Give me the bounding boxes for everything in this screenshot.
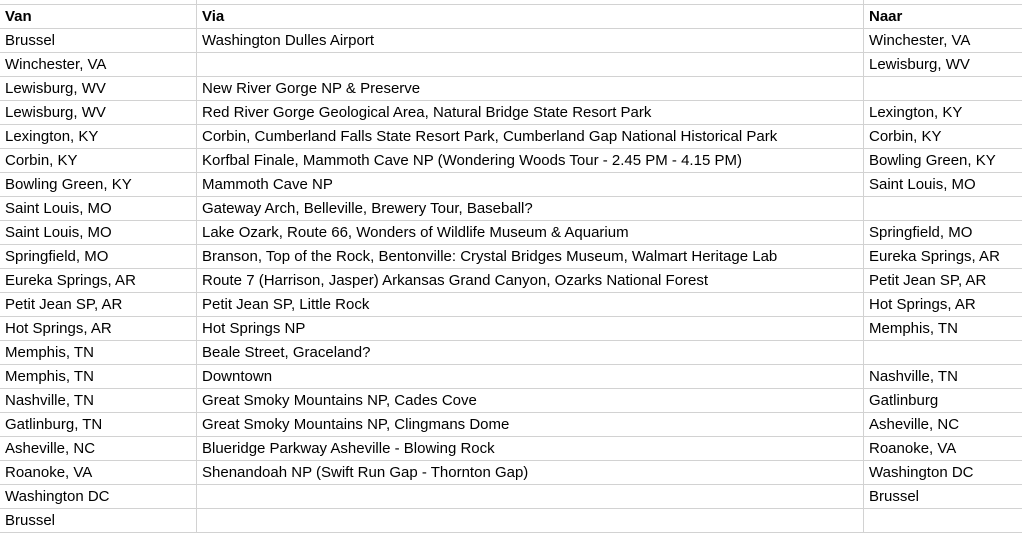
- table-row: [0, 221, 1022, 245]
- table-row: [0, 341, 1022, 365]
- table-row: [0, 197, 1022, 221]
- cell-via[interactable]: Lake Ozark, Route 66, Wonders of Wildlife Museum & Aquarium: [197, 221, 864, 245]
- table-row: [0, 437, 1022, 461]
- cell-via[interactable]: Downtown: [197, 365, 864, 389]
- cell-via[interactable]: [197, 509, 864, 533]
- cell-via[interactable]: Great Smoky Mountains NP, Clingmans Dome: [197, 413, 864, 437]
- cell-van[interactable]: Lewisburg, WV: [0, 77, 197, 101]
- table-row: [0, 461, 1022, 485]
- cell-via[interactable]: [197, 53, 864, 77]
- cell-naar[interactable]: Winchester, VA: [864, 29, 1022, 53]
- cell-van[interactable]: Winchester, VA: [0, 53, 197, 77]
- cell-van[interactable]: Saint Louis, MO: [0, 197, 197, 221]
- cell-via[interactable]: Great Smoky Mountains NP, Cades Cove: [197, 389, 864, 413]
- cell-via[interactable]: Korfbal Finale, Mammoth Cave NP (Wondering Woods Tour - 2.45 PM - 4.15 PM): [197, 149, 864, 173]
- cell-van[interactable]: Memphis, TN: [0, 341, 197, 365]
- cell-naar[interactable]: Petit Jean SP, AR: [864, 269, 1022, 293]
- cell-naar[interactable]: Corbin, KY: [864, 125, 1022, 149]
- cell-via[interactable]: Blueridge Parkway Asheville - Blowing Rock: [197, 437, 864, 461]
- table-row: [0, 29, 1022, 53]
- cell-via[interactable]: Gateway Arch, Belleville, Brewery Tour, Baseball?: [197, 197, 864, 221]
- cell-naar[interactable]: [864, 341, 1022, 365]
- cell-via[interactable]: Shenandoah NP (Swift Run Gap - Thornton Gap): [197, 461, 864, 485]
- cell-via[interactable]: Washington Dulles Airport: [197, 29, 864, 53]
- cell-van[interactable]: Asheville, NC: [0, 437, 197, 461]
- cell-van[interactable]: Memphis, TN: [0, 365, 197, 389]
- cell-naar[interactable]: [864, 77, 1022, 101]
- cell-via[interactable]: Red River Gorge Geological Area, Natural Bridge State Resort Park: [197, 101, 864, 125]
- cell-naar[interactable]: Memphis, TN: [864, 317, 1022, 341]
- column-header-via[interactable]: Via: [197, 5, 864, 29]
- column-header-naar[interactable]: Naar: [864, 5, 1022, 29]
- cell-naar[interactable]: Eureka Springs, AR: [864, 245, 1022, 269]
- table-row: [0, 389, 1022, 413]
- cell-van[interactable]: Lexington, KY: [0, 125, 197, 149]
- table-row: [0, 149, 1022, 173]
- cell-van[interactable]: Saint Louis, MO: [0, 221, 197, 245]
- cell-naar[interactable]: Roanoke, VA: [864, 437, 1022, 461]
- table-row: [0, 413, 1022, 437]
- table-row: [0, 77, 1022, 101]
- table-row: [0, 317, 1022, 341]
- header-row: [0, 5, 1022, 29]
- cell-naar[interactable]: Lexington, KY: [864, 101, 1022, 125]
- cell-naar[interactable]: Bowling Green, KY: [864, 149, 1022, 173]
- cell-naar[interactable]: Saint Louis, MO: [864, 173, 1022, 197]
- cell-van[interactable]: Nashville, TN: [0, 389, 197, 413]
- cell-via[interactable]: Beale Street, Graceland?: [197, 341, 864, 365]
- table-row: [0, 365, 1022, 389]
- cell-naar[interactable]: Nashville, TN: [864, 365, 1022, 389]
- cell-via[interactable]: Hot Springs NP: [197, 317, 864, 341]
- cell-naar[interactable]: Asheville, NC: [864, 413, 1022, 437]
- cell-van[interactable]: Washington DC: [0, 485, 197, 509]
- cell-van[interactable]: Roanoke, VA: [0, 461, 197, 485]
- table-body: [0, 29, 1022, 533]
- cell-van[interactable]: Hot Springs, AR: [0, 317, 197, 341]
- column-header-van[interactable]: Van: [0, 5, 197, 29]
- cell-van[interactable]: Bowling Green, KY: [0, 173, 197, 197]
- cell-van[interactable]: Brussel: [0, 509, 197, 533]
- cell-naar[interactable]: Washington DC: [864, 461, 1022, 485]
- cell-van[interactable]: Gatlinburg, TN: [0, 413, 197, 437]
- table-row: [0, 245, 1022, 269]
- cell-naar[interactable]: Hot Springs, AR: [864, 293, 1022, 317]
- table-row: [0, 173, 1022, 197]
- cell-via[interactable]: Branson, Top of the Rock, Bentonville: Crystal Bridges Museum, Walmart Heritage Lab: [197, 245, 864, 269]
- cell-van[interactable]: Lewisburg, WV: [0, 101, 197, 125]
- cell-naar[interactable]: Gatlinburg: [864, 389, 1022, 413]
- table-row: [0, 269, 1022, 293]
- cell-via[interactable]: Mammoth Cave NP: [197, 173, 864, 197]
- cell-van[interactable]: Brussel: [0, 29, 197, 53]
- table-row: [0, 293, 1022, 317]
- table-row: [0, 101, 1022, 125]
- table-row: [0, 509, 1022, 533]
- cell-naar[interactable]: Springfield, MO: [864, 221, 1022, 245]
- table-row: [0, 485, 1022, 509]
- cell-naar[interactable]: Lewisburg, WV: [864, 53, 1022, 77]
- cell-van[interactable]: Springfield, MO: [0, 245, 197, 269]
- cell-naar[interactable]: Brussel: [864, 485, 1022, 509]
- cell-via[interactable]: New River Gorge NP & Preserve: [197, 77, 864, 101]
- cell-via[interactable]: Route 7 (Harrison, Jasper) Arkansas Grand Canyon, Ozarks National Forest: [197, 269, 864, 293]
- table-row: [0, 125, 1022, 149]
- cell-naar[interactable]: [864, 509, 1022, 533]
- cell-via[interactable]: [197, 485, 864, 509]
- cell-van[interactable]: Eureka Springs, AR: [0, 269, 197, 293]
- cell-via[interactable]: Corbin, Cumberland Falls State Resort Park, Cumberland Gap National Historical Park: [197, 125, 864, 149]
- cell-naar[interactable]: [864, 197, 1022, 221]
- cell-via[interactable]: Petit Jean SP, Little Rock: [197, 293, 864, 317]
- cell-van[interactable]: Petit Jean SP, AR: [0, 293, 197, 317]
- cell-van[interactable]: Corbin, KY: [0, 149, 197, 173]
- table-row: [0, 53, 1022, 77]
